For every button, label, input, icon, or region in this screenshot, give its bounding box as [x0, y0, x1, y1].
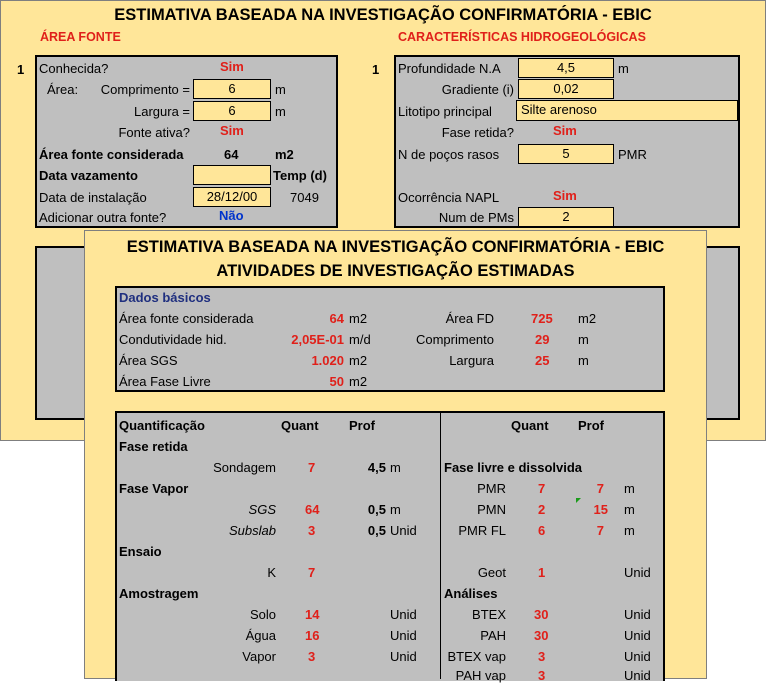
agua-unit: Unid [390, 628, 417, 643]
temp-value: 7049 [290, 190, 319, 205]
area-considerada-label: Área fonte considerada [39, 147, 184, 162]
data-vazamento-input[interactable] [193, 165, 271, 185]
pahvap-quant: 3 [538, 668, 546, 683]
num-pms-input[interactable]: 2 [518, 207, 614, 227]
sondagem-label: Sondagem [213, 460, 276, 475]
amostragem-heading: Amostragem [119, 586, 199, 601]
sondagem-prof: 4,5 [367, 460, 386, 475]
agua-label: Água [245, 628, 276, 643]
basic-row-value2: 25 [535, 353, 550, 368]
gradiente-input[interactable]: 0,02 [518, 79, 614, 99]
napl-value[interactable]: Sim [553, 188, 577, 203]
solo-unit: Unid [390, 607, 417, 622]
k-quant: 7 [308, 565, 316, 580]
sondagem-unit: m [390, 460, 401, 475]
adicionar-fonte-label: Adicionar outra fonte? [39, 210, 167, 225]
basic-row-unit: m2 [349, 353, 368, 368]
analises-heading: Análises [444, 586, 498, 601]
btex-label: BTEX [472, 607, 506, 622]
solo-quant: 14 [305, 607, 320, 622]
basic-row-value: 50 [329, 374, 344, 389]
fonte-ativa-value[interactable]: Sim [220, 123, 244, 138]
fonte-ativa-label: Fonte ativa? [118, 125, 190, 140]
basic-row-unit2: m [578, 353, 589, 368]
pmrfl-label: PMR FL [458, 523, 506, 538]
basic-row-label2: Área FD [445, 311, 494, 326]
pmn-unit: m [624, 502, 635, 517]
comprimento-label: Comprimento = [100, 82, 190, 97]
pahvap-label: PAH vap [455, 668, 506, 683]
basic-row-unit: m2 [349, 311, 368, 326]
prof-na-label: Profundidade N.A [398, 61, 501, 76]
gradiente-label: Gradiente (i) [441, 82, 514, 97]
pmrfl-unit: m [624, 523, 635, 538]
sondagem-quant: 7 [308, 460, 316, 475]
back-title: ESTIMATIVA BASEADA NA INVESTIGAÇÃO CONFIRMATÓRIA - EBIC [114, 6, 652, 24]
basic-row-label2: Comprimento [415, 332, 494, 347]
area-considerada-unit: m2 [275, 147, 294, 162]
geot-label: Geot [477, 565, 506, 580]
sgs-quant: 64 [305, 502, 320, 517]
sgs-unit: m [390, 502, 401, 517]
basic-row-value: 64 [329, 311, 344, 326]
subslab-quant: 3 [308, 523, 316, 538]
pmr-prof: 7 [596, 481, 604, 496]
btexvap-quant: 3 [538, 649, 546, 664]
comprimento-input[interactable]: 6 [193, 79, 271, 99]
data-instalacao-input[interactable]: 28/12/00 [193, 187, 271, 207]
pmn-label: PMN [477, 502, 506, 517]
fase-retida-value[interactable]: Sim [553, 123, 577, 138]
btex-quant: 30 [534, 607, 549, 622]
data-vazamento-label: Data vazamento [39, 168, 138, 183]
pah-label: PAH [480, 628, 506, 643]
pmr-quant: 7 [538, 481, 546, 496]
pocos-rasos-unit: PMR [618, 147, 647, 162]
prof-na-input[interactable]: 4,5 [518, 58, 614, 78]
num-pms-label: Num de PMs [438, 210, 514, 225]
quant-col-header: Quant [281, 418, 319, 433]
fase-retida-heading: Fase retida [119, 439, 188, 454]
subslab-label: Subslab [229, 523, 276, 538]
area-considerada-value: 64 [224, 147, 239, 162]
basic-row-value: 1.020 [311, 353, 344, 368]
agua-quant: 16 [305, 628, 320, 643]
quant-heading: Quantificação [119, 418, 205, 433]
fase-retida-label: Fase retida? [441, 125, 514, 140]
btex-unit: Unid [624, 607, 651, 622]
largura-unit: m [275, 104, 286, 119]
adicionar-fonte-value[interactable]: Não [219, 208, 244, 223]
litotipo-input[interactable]: Silte arenoso [516, 100, 738, 121]
basic-row-label: Área Fase Livre [119, 374, 211, 389]
prof-col-header-2: Prof [578, 418, 604, 433]
basic-row-value2: 725 [531, 311, 553, 326]
geot-unit: Unid [624, 565, 651, 580]
solo-label: Solo [249, 607, 276, 622]
basic-row-label: Área fonte considerada [119, 311, 254, 326]
pmrfl-quant: 6 [538, 523, 546, 538]
basic-data-heading: Dados básicos [119, 290, 211, 305]
basic-row-unit2: m [578, 332, 589, 347]
sgs-label: SGS [248, 502, 276, 517]
area-fonte-heading: ÁREA FONTE [40, 30, 121, 44]
pahvap-unit: Unid [624, 668, 651, 683]
basic-row-label: Área SGS [119, 353, 178, 368]
subslab-prof: 0,5 [367, 523, 386, 538]
litotipo-label: Litotipo principal [398, 104, 492, 119]
comprimento-unit: m [275, 82, 286, 97]
pmn-quant: 2 [538, 502, 546, 517]
conhecida-value[interactable]: Sim [220, 59, 244, 74]
prof-na-unit: m [618, 61, 629, 76]
vapor-label: Vapor [242, 649, 276, 664]
pocos-rasos-input[interactable]: 5 [518, 144, 614, 164]
vapor-quant: 3 [308, 649, 316, 664]
subslab-unit: Unid [390, 523, 417, 538]
fase-vapor-heading: Fase Vapor [119, 481, 189, 496]
prof-col-header: Prof [349, 418, 375, 433]
largura-label: Largura = [133, 104, 190, 119]
k-label: K [267, 565, 276, 580]
basic-row-unit: m/d [349, 332, 371, 347]
pmr-unit: m [624, 481, 635, 496]
btexvap-unit: Unid [624, 649, 651, 664]
sgs-prof: 0,5 [367, 502, 386, 517]
pmr-label: PMR [477, 481, 506, 496]
pmrfl-prof: 7 [596, 523, 604, 538]
btexvap-label: BTEX vap [447, 649, 506, 664]
quant-col-header-2: Quant [511, 418, 549, 433]
basic-row-value: 2,05E-01 [291, 332, 344, 347]
area-fonte-index: 1 [17, 62, 25, 77]
napl-label: Ocorrência NAPL [398, 190, 500, 205]
conhecida-label: Conhecida? [39, 61, 109, 76]
fase-livre-heading: Fase livre e dissolvida [444, 460, 583, 475]
geot-quant: 1 [538, 565, 546, 580]
basic-row-label: Condutividade hid. [119, 332, 227, 347]
front-title: ESTIMATIVA BASEADA NA INVESTIGAÇÃO CONFIRMATÓRIA - EBIC [126, 238, 665, 256]
ensaio-heading: Ensaio [119, 544, 162, 559]
largura-input[interactable]: 6 [193, 101, 271, 121]
vapor-unit: Unid [390, 649, 417, 664]
pmn-prof: 15 [593, 502, 608, 517]
hidro-index: 1 [372, 62, 380, 77]
data-instalacao-label: Data de instalação [39, 190, 147, 205]
pocos-rasos-label: N de poços rasos [398, 147, 500, 162]
pah-unit: Unid [624, 628, 651, 643]
front-subtitle: ATIVIDADES DE INVESTIGAÇÃO ESTIMADAS [216, 262, 575, 280]
pah-quant: 30 [534, 628, 549, 643]
temp-label: Temp (d) [273, 168, 327, 183]
basic-row-unit2: m2 [578, 311, 597, 326]
basic-row-label2: Largura [449, 353, 494, 368]
hidro-heading: CARACTERÍSTICAS HIDROGEOLÓGICAS [398, 30, 646, 44]
basic-row-unit: m2 [349, 374, 368, 389]
area-label: Área: [47, 82, 79, 97]
basic-row-value2: 29 [535, 332, 550, 347]
